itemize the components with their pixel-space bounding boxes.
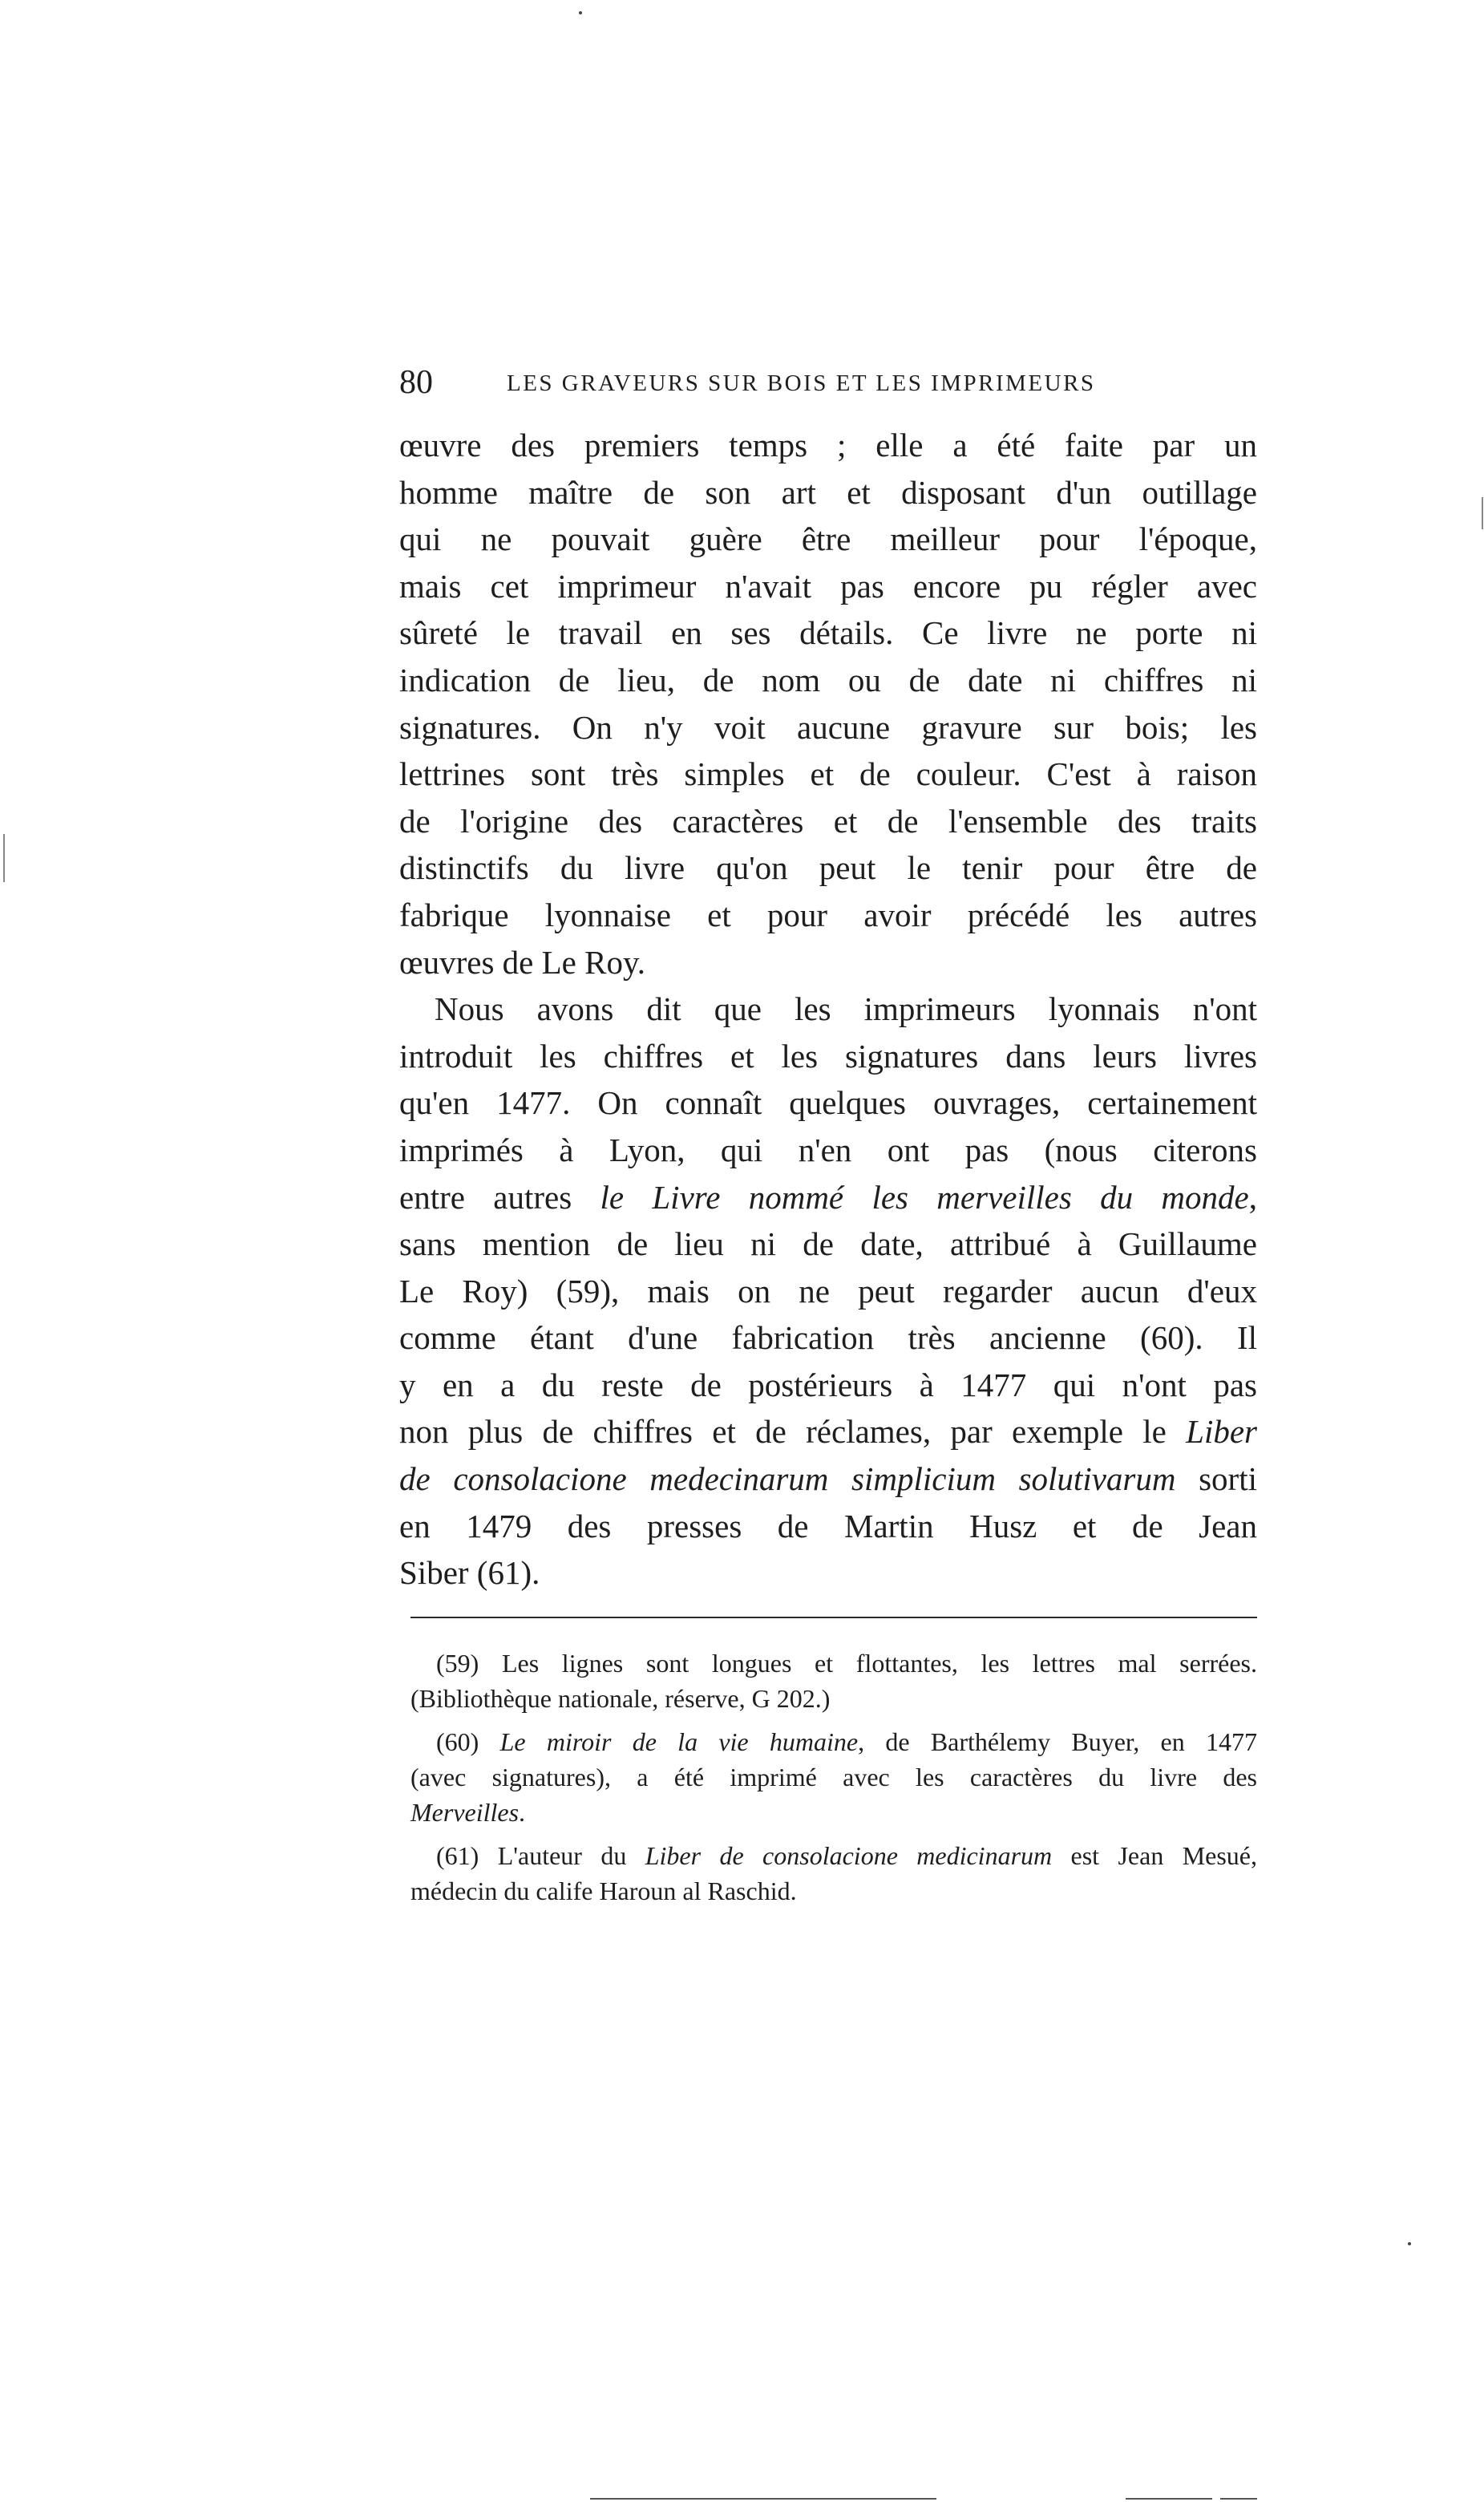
text-line: y en a du reste de postérieurs à 1477 qui n'ont pas: [399, 1366, 1257, 1403]
text-line: œuvre des premiers temps ; elle a été faite par un: [399, 427, 1257, 464]
text-line: introduit les chiffres et les signatures dans leurs livres: [399, 1037, 1257, 1075]
text-segment: , de Barthélemy Buyer, en 1477: [858, 1727, 1258, 1756]
text-line: sûreté le travail en ses détails. Ce livre ne porte ni: [399, 614, 1257, 652]
running-title: LES GRAVEURS SUR BOIS ET LES IMPRIMEURS: [507, 370, 1096, 396]
footnote-line: médecin du calife Haroun al Raschid.: [410, 1876, 797, 1905]
text-segment: sorti: [1175, 1460, 1257, 1498]
text-line: Le Roy) (59), mais on ne peut regarder aucun d'eux: [399, 1272, 1257, 1310]
margin-mark: [1482, 497, 1483, 529]
page-number: 80: [399, 364, 433, 401]
book-title: le Livre nommé les merveilles du monde: [600, 1178, 1249, 1216]
bottom-rule: [1220, 2498, 1257, 2500]
book-title: de consolacione medecinarum simplicium solutivarum: [399, 1460, 1176, 1498]
text-line: en 1479 des presses de Martin Husz et de Jean: [399, 1507, 1257, 1544]
book-title: Liber de consolacione medicinarum: [645, 1841, 1053, 1870]
text-line: indication de lieu, de nom ou de date ni chiffres ni: [399, 661, 1257, 698]
book-title: Merveilles: [410, 1798, 520, 1827]
text-line: de l'origine des caractères et de l'ensemble des traits: [399, 802, 1257, 840]
footnote-line: (59) Les lignes sont longues et flottantes, les lettres mal serrées.: [436, 1649, 1257, 1678]
text-segment: (61) L'auteur du: [436, 1841, 645, 1870]
text-segment: .: [519, 1798, 526, 1827]
text-line: comme étant d'une fabrication très ancienne (60). Il: [399, 1319, 1257, 1357]
footnote-line: (avec signatures), a été imprimé avec les caractères du livre des: [410, 1763, 1257, 1791]
text-line: sans mention de lieu ni de date, attribué à Guillaume: [399, 1225, 1257, 1263]
text-line: homme maître de son art et disposant d'un outillage: [399, 473, 1257, 511]
text-segment: (60): [436, 1727, 500, 1756]
bottom-rule: [590, 2498, 936, 2500]
text-segment: non plus de chiffres et de réclames, par exemple le: [399, 1413, 1187, 1451]
text-line: fabrique lyonnaise et pour avoir précédé les autres: [399, 896, 1257, 933]
text-line: [399, 1455, 1257, 1503]
text-segment: entre autres: [399, 1178, 600, 1216]
text-line: signatures. On n'y voit aucune gravure sur bois; les: [399, 708, 1257, 746]
bottom-rule: [1126, 2498, 1212, 2500]
footnote-line: (Bibliothèque nationale, réserve, G 202.): [410, 1684, 831, 1713]
print-speck: [579, 11, 582, 14]
text-line: Nous avons dit que les imprimeurs lyonnais n'ont: [435, 990, 1257, 1028]
text-line: qu'en 1477. On connaît quelques ouvrages, certainement: [399, 1084, 1257, 1122]
running-head: [399, 362, 1257, 403]
text-line: imprimés à Lyon, qui n'en ont pas (nous citerons: [399, 1131, 1257, 1168]
margin-mark: [3, 834, 5, 882]
text-line: [399, 1408, 1257, 1455]
book-title: Le miroir de la vie humaine: [499, 1727, 859, 1756]
text-line: Siber (61).: [399, 1554, 540, 1592]
footnote-rule: [410, 1617, 1257, 1618]
book-title: Liber: [1186, 1413, 1257, 1451]
text-segment: est Jean Mesué,: [1052, 1841, 1258, 1870]
footnote-line: [410, 1795, 1257, 1830]
footnote-line: [410, 1724, 1257, 1759]
text-line: œuvres de Le Roy.: [399, 943, 646, 981]
text-line: [399, 1174, 1257, 1221]
footnotes: [410, 1646, 1257, 1909]
footnote-line: [410, 1838, 1257, 1873]
print-speck: [1408, 2242, 1411, 2245]
text-line: distinctifs du livre qu'on peut le tenir pour être de: [399, 849, 1257, 887]
text-segment: ,: [1248, 1178, 1257, 1216]
text-line: qui ne pouvait guère être meilleur pour l'époque,: [399, 520, 1257, 558]
text-line: lettrines sont très simples et de couleur. C'est à raison: [399, 755, 1257, 793]
text-line: mais cet imprimeur n'avait pas encore pu régler avec: [399, 567, 1257, 605]
body-text: [399, 422, 1257, 1597]
